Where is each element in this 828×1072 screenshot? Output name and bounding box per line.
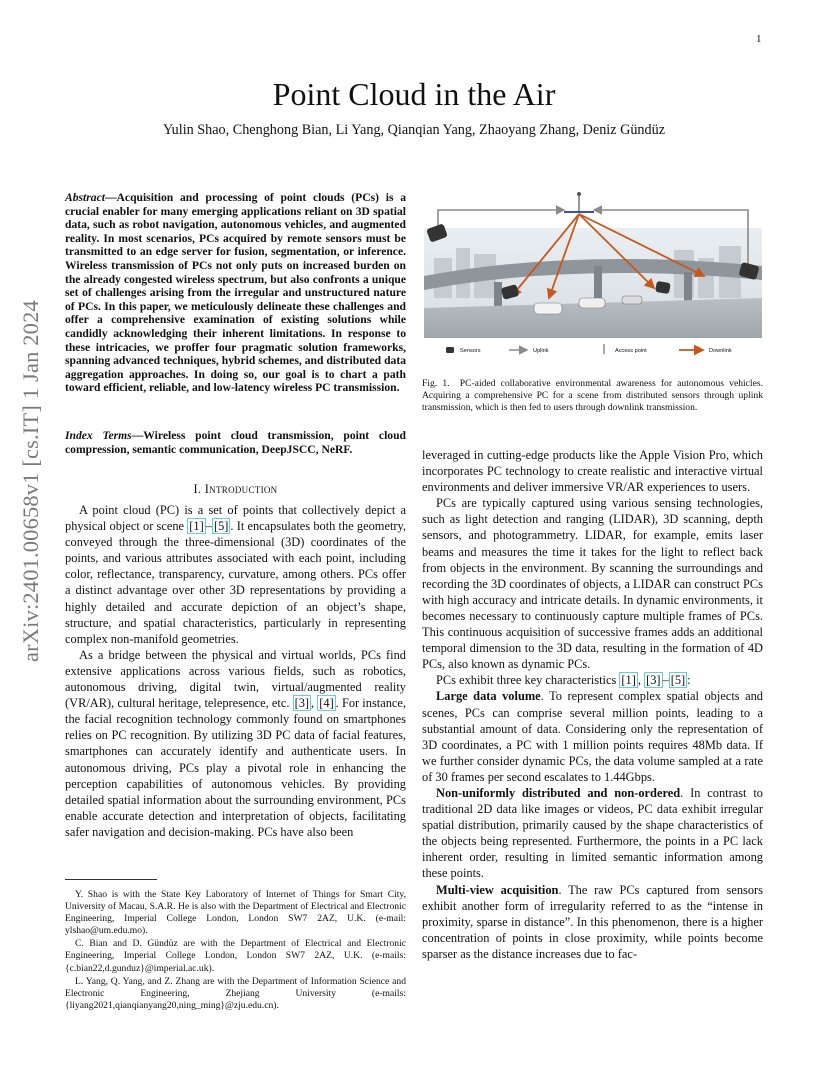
intro-paragraph-2 <box>65 647 406 840</box>
paragraph-characteristics <box>422 672 763 688</box>
abstract-text: —Acquisition and processing of point clouds (PCs) is a crucial enabler for many emerging applications reliant on 3D spatial data, such as robot navigation, autonomous vehicles, and augmented reality. In most scenarios, PCs acquired by remote sensors must be transmitted to an edge server for fusion, segmentation, or inference. Wireless transmission of PCs not only puts on increased burden on the already congested wireless spectrum, but also confronts a unique set of challenges arising from the irregular and unstructured nature of PCs. In this paper, we meticulously delineate these challenges and offer a comprehensive examination of existing solutions while candidly acknowledging their inherent limitations. In response to these intricacies, we proffer four pragmatic solution frameworks, spanning advanced techniques, hybrid schemes, and distributed data aggregation approaches. In doing so, our goal is to chart a path toward efficient, reliable, and low-latency wireless PC transmission. <box>65 191 406 395</box>
paragraph-large-data-volume <box>422 688 763 785</box>
citation-separator: , <box>311 696 318 711</box>
intro-p2-text-b: . For instance, the facial recognition technology commonly found on smartphones relies on PC recognition. By utilizing 3D PC data of facial features, smartphones can accurately identify and authenticate users. In autonomous driving, PCs play a pivotal role in enhancing the perception capabilities of autonomous vehicles. By providing detailed spatial information about the surrounding environment, PCs enable accurate detection and interpretation of objects, facilitating safer navigation and decision-making. PCs have also been <box>65 696 407 839</box>
citation-link[interactable]: [3] <box>294 696 310 711</box>
citation-dash: – <box>205 519 212 534</box>
footnote-affiliation-3: L. Yang, Q. Yang, and Z. Zhang are with the Department of Information Science and Electronic Engineering, Zhejiang University (e-mails: {liyang2021,qianqianyang20,ning_ming}@zju.edu.cn). <box>65 975 406 1011</box>
multi-view-text: . The raw PCs captured from sensors exhibit another form of irregularity referred to as the “intense in proximity, sparse in distance”. In this phenomenon, there is a higher concentration of points in close proximity, while points become sparser as the distance increases due to fac- <box>422 882 764 961</box>
term-large-data-volume: Large data volume <box>436 689 541 704</box>
characteristics-colon: : <box>687 673 691 688</box>
citation-dash: – <box>662 673 669 688</box>
paragraph-multi-view <box>422 882 763 962</box>
figure-1 <box>424 188 762 360</box>
footnote-divider <box>65 879 157 880</box>
legend-uplink: Uplink <box>533 348 549 354</box>
section-heading <box>65 482 406 497</box>
intro-paragraph-1 <box>65 502 406 647</box>
non-uniform-text: . In contrast to traditional 2D data like images or videos, PC data exhibit irregular spatial distribution, primarily caused by the shape characteristics of the objects being represented. Furthermore, the points in a PC lack inherent order, resulting in limited semantic information among these points. <box>422 785 763 881</box>
page-number: 1 <box>756 33 762 45</box>
legend-sensors: Sensors <box>460 348 481 354</box>
arxiv-identifier: arXiv:2401.00658v1 [cs.IT] 1 Jan 2024 <box>18 300 43 662</box>
citation-link[interactable]: [5] <box>213 519 229 534</box>
characteristics-text: PCs exhibit three key characteristics <box>436 673 620 688</box>
intro-p1-text-a: A point cloud (PC) is a set of points that collectively depict a physical object or scene <box>65 503 406 534</box>
author-list: Yulin Shao, Chenghong Bian, Li Yang, Qianqian Yang, Zhaoyang Zhang, Deniz Gündüz <box>162 122 666 138</box>
figure-legend <box>446 344 732 354</box>
section-number: I. <box>193 482 205 496</box>
abstract-lead: Abstract <box>65 191 105 204</box>
index-terms-text: —Wireless point cloud transmission, point cloud compression, semantic communication, DeepJSCC, NeRF. <box>65 429 406 456</box>
index-terms <box>65 429 406 456</box>
footnote-affiliation-1: Y. Shao is with the State Key Laboratory of Internet of Things for Smart City, University of Macau, S.A.R. He is also with the Department of Electrical and Electronic Engineering, Imperial College London, London SW7 2AZ, U.K. (e-mail: ylshao@um.edu.mo). <box>65 889 406 937</box>
term-multi-view: Multi-view acquisition <box>436 882 559 897</box>
footnotes <box>65 889 406 1013</box>
citation-link[interactable]: [1] <box>621 673 636 688</box>
figure-caption-text: PC-aided collaborative environmental awareness for autonomous vehicles. Acquiring a comprehensive PC for a scene from distributed sensors through uplink transmission, which is then fed to users through downlink transmission. <box>422 378 763 414</box>
intro-p2-text-a: As a bridge between the physical and virtual worlds, PCs find extensive applications across various fields, such as robotics, autonomous driving, digital twin, virtual/augmented reality (VR/AR), cultural heritage, telepresence, etc. <box>65 647 406 711</box>
legend-downlink: Downlink <box>709 348 732 354</box>
citation-link[interactable]: [5] <box>670 673 686 688</box>
section-title: Introduction <box>204 482 278 496</box>
index-terms-lead: Index Terms <box>65 429 132 442</box>
figure-caption-label: Fig. 1. <box>422 378 450 389</box>
figure-1-illustration <box>424 188 762 360</box>
abstract <box>65 191 406 395</box>
citation-link[interactable]: [4] <box>319 696 334 711</box>
paper-title: Point Cloud in the Air <box>272 76 556 112</box>
paragraph-continued: leveraged in cutting-edge products like the Apple Vision Pro, which incorporates PC technology to create realistic and interactive virtual environments and deliver immersive VR/AR experiences to users. <box>422 448 763 495</box>
citation-separator: , <box>637 673 645 688</box>
paragraph-sensing: PCs are typically captured using various sensing technologies, such as light detection and ranging (LIDAR), 3D scanning, depth sensors, and photogrammetry. LIDAR, for example, emits laser beams and measures the time it takes for the light to reflect back from objects in the environment. By scanning the surroundings and recording the 3D coordinates of objects, a LIDAR can construct PCs with high accuracy and intricate details. In dynamic environments, it becomes necessary to continuously capture multiple frames of PCs. This continuous acquisition of successive frames adds an additional temporal dimension to the 3D data, resulting in the formation of 4D PCs, also known as dynamic PCs. <box>422 496 763 672</box>
introduction-body <box>65 502 406 840</box>
footnote-affiliation-2: C. Bian and D. Gündüz are with the Department of Electrical and Electronic Engineering, Imperial College London, London SW7 2AZ, U.K. (e-mails: {c.bian22,d.gunduz}@imperial.ac.uk). <box>65 938 406 974</box>
citation-link[interactable]: [1] <box>189 519 204 534</box>
legend-access-point: Access point <box>615 348 647 354</box>
intro-p1-text-b: . It encapsulates both the geometry, conveyed through the three-dimensional (3D) coordinates of the points, and various attributes associated with each point, including color, reflectance, transparency, curvature, among others. PCs offer a distinct advantage over other 3D representations by providing a highly detailed and accurate depiction of an object’s shape, structure, and spatial characteristics, particularly in representing complex non-manifold geometries. <box>65 519 406 646</box>
large-data-volume-text: . To represent complex spatial objects and scenes, PCs can comprise several million points, leading to a substantial amount of data. Considering only the representation of 3D coordinates, a PC with 1 million points requires 48Mb data. If we further consider dynamic PCs, the data volume sampled at a rate of 30 frames per second escalates to 1.44Gbps. <box>422 689 763 784</box>
legend-sensor-icon <box>446 347 454 353</box>
citation-link[interactable]: [3] <box>646 673 661 688</box>
figure-1-caption <box>422 378 763 414</box>
paragraph-non-uniform <box>422 785 763 882</box>
term-non-uniform: Non-uniformly distributed and non-ordered <box>436 785 681 800</box>
right-column-body <box>422 447 763 962</box>
